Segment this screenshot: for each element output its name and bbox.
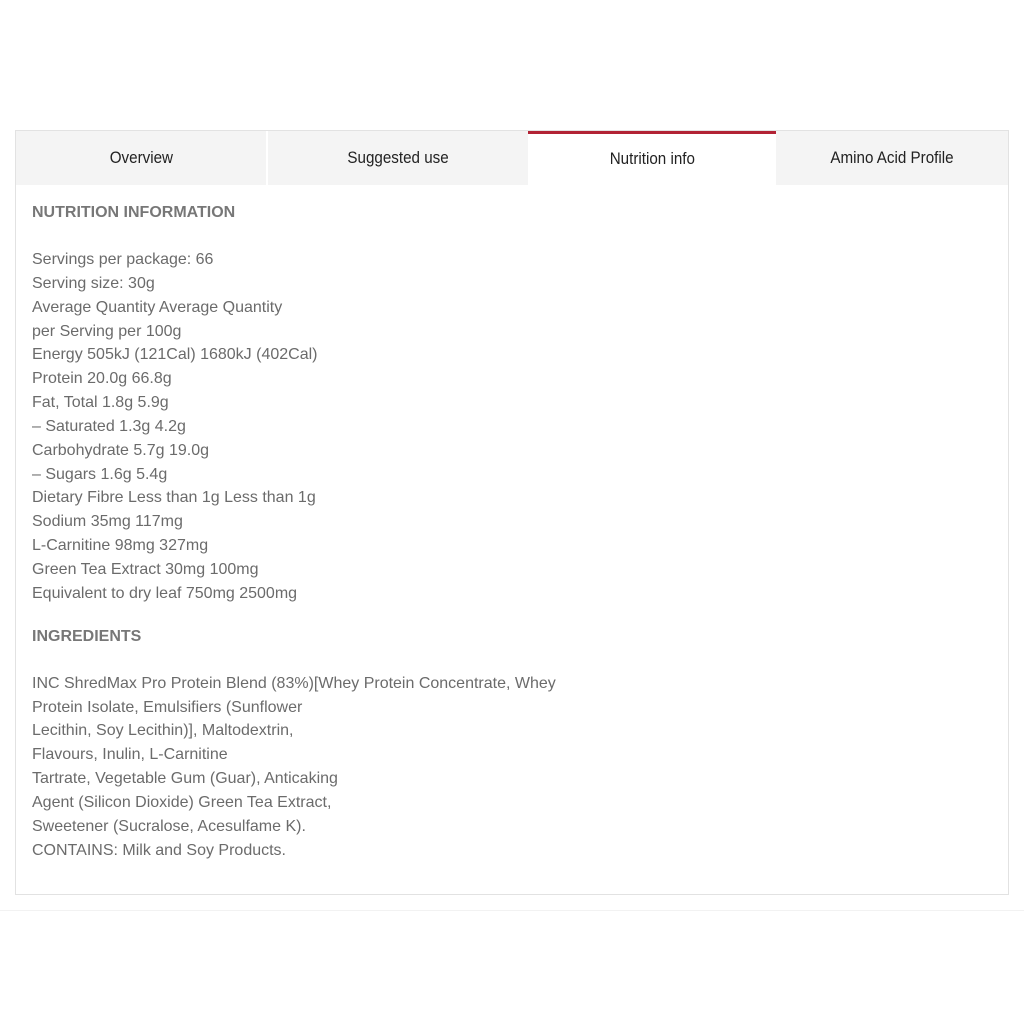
nutrition-line: per Serving per 100g <box>32 322 182 340</box>
tab-suggested-use[interactable] <box>268 131 528 185</box>
nutrition-line: Dietary Fibre Less than 1g Less than 1g <box>32 489 316 507</box>
ingredients-line: Sweetener (Sucralose, Acesulfame K). <box>32 817 306 835</box>
tab-content <box>16 185 1008 862</box>
nutrition-line: Serving size: 30g <box>32 274 155 292</box>
nutrition-line: – Saturated 1.3g 4.2g <box>32 417 186 435</box>
nutrition-line: Green Tea Extract 30mg 100mg <box>32 560 259 578</box>
ingredients-line: Lecithin, Soy Lecithin)], Maltodextrin, <box>32 722 294 740</box>
nutrition-line: Energy 505kJ (121Cal) 1680kJ (402Cal) <box>32 346 318 364</box>
ingredients-list <box>32 672 992 863</box>
ingredients-line: CONTAINS: Milk and Soy Products. <box>32 841 286 859</box>
nutrition-line: Sodium 35mg 117mg <box>32 513 183 531</box>
nutrition-list <box>32 248 992 606</box>
tab-amino-acid-profile[interactable] <box>776 131 1008 185</box>
nutrition-line: Average Quantity Average Quantity <box>32 298 283 316</box>
ingredients-line: Protein Isolate, Emulsifiers (Sunflower <box>32 698 303 716</box>
nutrition-heading: NUTRITION INFORMATION <box>32 204 236 221</box>
nutrition-line: Protein 20.0g 66.8g <box>32 370 172 388</box>
ingredients-line: Agent (Silicon Dioxide) Green Tea Extract, <box>32 793 332 811</box>
ingredients-line: Flavours, Inulin, L-Carnitine <box>32 746 228 764</box>
tab-suggested-use-label: Suggested use <box>347 148 449 167</box>
nutrition-line: Servings per package: 66 <box>32 251 214 268</box>
ingredients-heading: INGREDIENTS <box>32 627 142 645</box>
product-info-panel <box>15 130 1009 895</box>
nutrition-line: – Sugars 1.6g 5.4g <box>32 465 168 483</box>
tab-nutrition-info[interactable] <box>528 131 776 185</box>
nutrition-line: Equivalent to dry leaf 750mg 2500mg <box>32 584 298 602</box>
nutrition-line: Carbohydrate 5.7g 19.0g <box>32 441 210 459</box>
ingredients-line: Tartrate, Vegetable Gum (Guar), Anticaking <box>32 770 338 788</box>
tab-overview[interactable] <box>16 131 266 185</box>
tab-overview-label: Overview <box>109 148 173 167</box>
page-footer-area <box>0 910 1024 1025</box>
nutrition-line: Fat, Total 1.8g 5.9g <box>32 394 169 412</box>
tab-nutrition-info-label: Nutrition info <box>609 150 695 168</box>
tab-amino-acid-profile-label: Amino Acid Profile <box>830 148 954 167</box>
ingredients-line: INC ShredMax Pro Protein Blend (83%)[Whey Protein Concentrate, Whey <box>32 674 556 692</box>
nutrition-line: L-Carnitine 98mg 327mg <box>32 537 209 555</box>
tab-bar <box>16 131 1008 185</box>
